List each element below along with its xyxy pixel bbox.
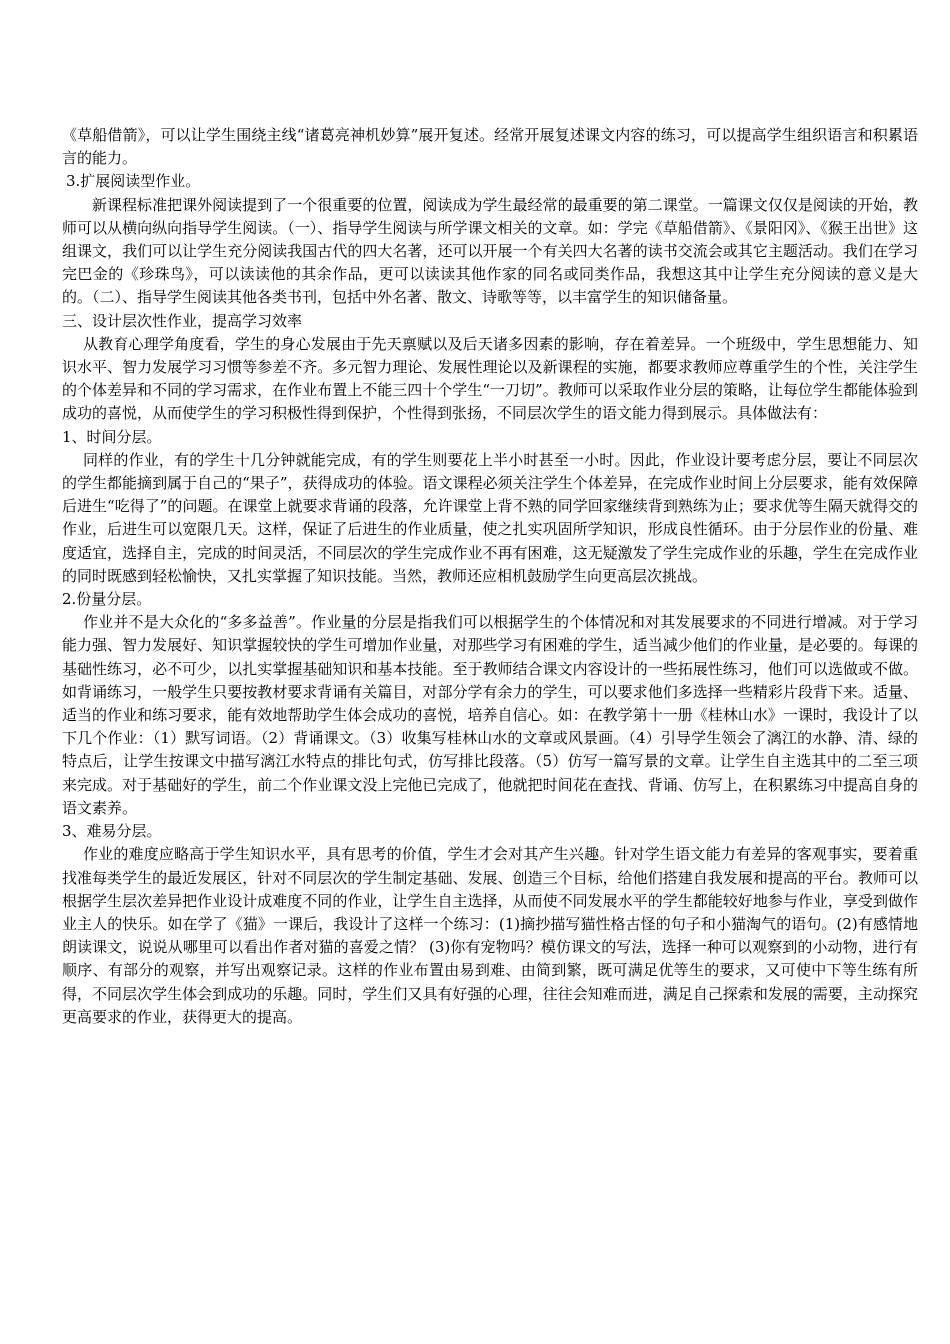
heading-amount-layering: 2.份量分层。 xyxy=(62,590,152,609)
heading-difficulty-layering: 3、难易分层。 xyxy=(62,822,162,841)
paragraph-time-layering: 同样的作业，有的学生十几分钟就能完成，有的学生则要花上半小时甚至一小时。因此，作业设计要考虑分层，要让不同层次的学生都能摘到属于自己的“果子”，获得成功的体验。语文课程必须关注学生个体差异，在完成作业时间上分层要求，能有效保障后进生“吃得了”的问题。在课堂上就要求背诵的段落，允许课堂上背不熟的同学回家继续背到熟练为止；要求优等生隔天就得交的作业，后进生可以宽限几天。这样，保证了后进生的作业质量，使之扎实巩固所学知识，形成良性循环。由于分层作业的份量、难度适宜，选择自主，完成的时间灵活，不同层次的学生完成作业不再有困难，这无疑激发了学生完成作业的乐趣，学生在完成作业的同时既感到轻松愉快，又扎实掌握了知识技能。当然，教师还应相机鼓励学生向更高层次挑战。 xyxy=(62,450,918,585)
paragraph-layered-homework: 从教育心理学角度看，学生的身心发展由于先天禀赋以及后天诸多因素的影响，存在着差异。一个班级中，学生思想能力、知识水平、智力发展学习习惯等参差不齐。多元智力理论、发展性理论以及新课程的实施，都要求教师应尊重学生的个性，关注学生的个体差异和不同的学习需求，在作业布置上不能三四十个学生“一刀切”。教师可以采取作业分层的策略，让每位学生都能体验到成功的喜悦，从而使学生的学习积极性得到保护，个性得到张扬，不同层次学生的语文能力得到展示。具体做法有： xyxy=(62,334,918,423)
heading-extended-reading: 3.扩展阅读型作业。 xyxy=(66,172,201,191)
paragraph-difficulty-layering: 作业的难度应略高于学生知识水平，具有思考的价值，学生才会对其产生兴趣。针对学生语文能力有差异的客观事实，要着重找准每类学生的最近发展区，针对不同层次的学生制定基础、发展、创造三个目标，给他们搭建自我发展和提高的平台。教师可以根据学生层次差异把作业设计成难度不同的作业，让学生自主选择，从而使不同发展水平的学生都能较好地参与作业，享受到做作业主人的快乐。如在学了《猫》一课后，我设计了这样一个练习：(1)摘抄描写猫性格古怪的句子和小猫淘气的语句。(2)有感情地朗读课文，说说从哪里可以看出作者对猫的喜爱之情？ (3)你有宠物吗？模仿课文的写法，选择一种可以观察到的小动物，进行有顺序、有部分的观察，并写出观察记录。这样的作业布置由易到难、由简到繁，既可满足优等生的要求，又可使中下等生练有所得，不同层次学生体会到成功的乐趣。同时，学生们又具有好强的心理，往往会知难而进，满足自己探索和发展的需要，主动探究更高要求的作业，获得更大的提高。 xyxy=(62,845,918,1026)
paragraph-intro-continuation: 《草船借箭》，可以让学生围绕主线“诸葛亮神机妙算”展开复述。经常开展复述课文内容的练习，可以提高学生组织语言和积累语言的能力。 xyxy=(62,126,918,168)
paragraph-amount-layering: 作业并不是大众化的“多多益善”。作业量的分层是指我们可以根据学生的个体情况和对其发展要求的不同进行增减。对于学习能力强、智力发展好、知识掌握较快的学生可增加作业量，对那些学习有困难的学生，适当减少他们的作业量，是必要的。每课的基础性练习，必不可少，以扎实掌握基础知识和基本技能。至于教师结合课文内容设计的一些拓展性练习，他们可以选做或不做。如背诵练习，一般学生只要按教材要求背诵有关篇目，对部分学有余力的学生，可以要求他们多选择一些精彩片段背下来。适量、适当的作业和练习要求，能有效地帮助学生体会成功的喜悦，培养自信心。如：在教学第十一册《桂林山水》一课时，我设计了以下几个作业：（1）默写词语。（2）背诵课文。（3）收集写桂林山水的文章或风景画。（4）引导学生领会了漓江的水静、清、绿的特点后，让学生按课文中描写漓江水特点的排比句式，仿写排比段落。（5）仿写一篇写景的文章。让学生自主选其中的二至三项来完成。对于基础好的学生，前二个作业课文没上完他已完成了，他就把时间花在查找、背诵、仿写上，在积累练习中提高自身的语文素养。 xyxy=(62,613,918,817)
heading-time-layering: 1、时间分层。 xyxy=(62,427,162,446)
paragraph-extended-reading: 新课程标准把课外阅读提到了一个很重要的位置，阅读成为学生最经常的最重要的第二课堂。一篇课文仅仅是阅读的开始，教师可以从横向纵向指导学生阅读。（一）、指导学生阅读与所学课文相关的文章。如：学完《草船借箭》、《景阳冈》、《猴王出世》这组课文，我们可以让学生充分阅读我国古代的四大名著，还可以开展一个有关四大名著的读书交流会或其它主题活动。我们在学习完巴金的《珍珠鸟》，可以读读他的其余作品，更可以读读其他作家的同名或同类作品，我想这其中让学生充分阅读的意义是大的。（二）、指导学生阅读其他各类书刊，包括中外名著、散文、诗歌等等，以丰富学生的知识储备量。 xyxy=(62,195,918,307)
heading-layered-homework: 三、设计层次性作业，提高学习效率 xyxy=(62,311,303,330)
document-page xyxy=(62,124,918,1029)
